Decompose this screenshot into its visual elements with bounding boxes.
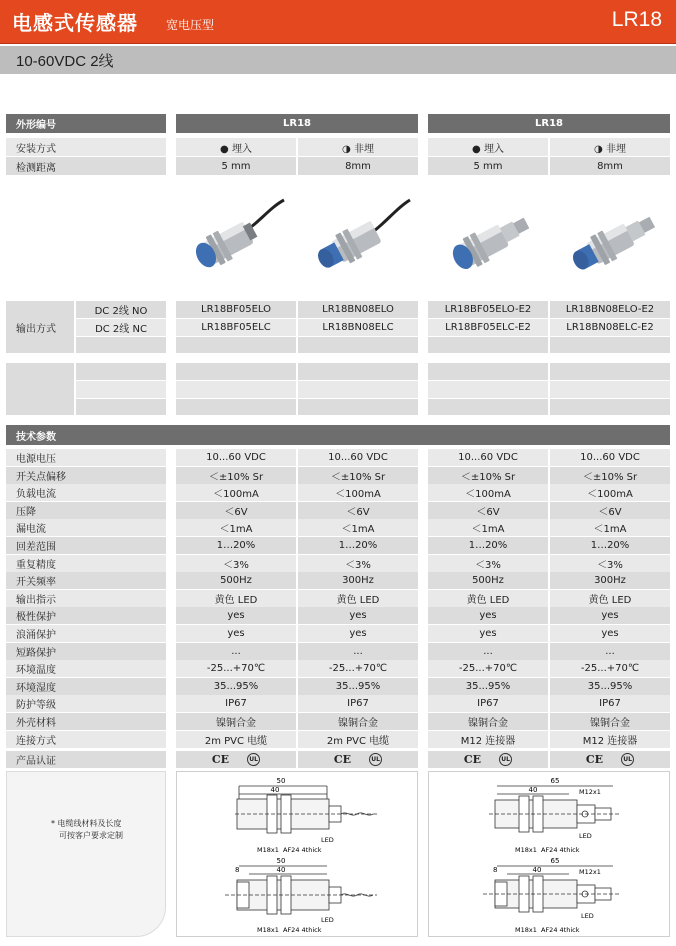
blank-cell (298, 399, 418, 415)
spec-value: ＜1mA (550, 519, 670, 536)
spec-value: ＜1mA (428, 519, 548, 536)
spec-value: 10...60 VDC (298, 449, 418, 466)
spec-value: ＜6V (176, 502, 296, 519)
output-label: 输出方式 (6, 301, 74, 353)
install-value: ● 埋入 (428, 138, 548, 156)
cert-value (176, 751, 296, 768)
spec-value: ＜6V (550, 502, 670, 519)
distance-value: 5 mm (428, 157, 548, 175)
blank-cell (176, 363, 296, 380)
nut-top: AF24 4thick (283, 846, 322, 854)
ul-mark-icon: UL (369, 753, 382, 766)
spec-value: M12 连接器 (428, 731, 548, 748)
ce-mark-icon: CE (463, 753, 482, 766)
model-nc: LR18BF05ELC (176, 319, 296, 336)
spec-value: 镍铜合金 (176, 713, 296, 730)
spec-value: yes (550, 607, 670, 624)
spec-value: 300Hz (298, 572, 418, 589)
model-blank (176, 337, 296, 353)
dim-body-bottom: 40 (276, 866, 286, 874)
group-b-title: LR18 (428, 114, 670, 133)
spec-value: 1…20% (428, 537, 548, 554)
spec-value: ＜±10% Sr (550, 467, 670, 484)
install-value: ● 埋入 (176, 138, 296, 156)
model-no: LR18BN08ELO-E2 (550, 301, 670, 318)
conn-top: M12x1 (579, 788, 601, 796)
spec-value: IP67 (176, 695, 296, 712)
cert-label: 产品认证 (6, 751, 166, 768)
nut-bottom: AF24 4thick (283, 926, 322, 934)
model-no: LR18BF05ELO-E2 (428, 301, 548, 318)
cert-value (298, 751, 418, 768)
page-subtitle: 宽电压型 (166, 18, 215, 32)
spec-value: yes (298, 625, 418, 642)
model-blank (428, 337, 548, 353)
spec-value: ＜3% (428, 555, 548, 572)
spec-value: ... (550, 643, 670, 660)
spec-value: yes (298, 607, 418, 624)
spec-label: 开关频率 (6, 572, 166, 589)
dim-body-top: 40 (528, 786, 538, 794)
led-top: LED (579, 832, 592, 840)
page-header (0, 0, 676, 44)
ce-mark-icon: CE (333, 753, 352, 766)
ce-mark-icon: CE (211, 753, 230, 766)
output-type-no: DC 2线 NO (76, 301, 166, 318)
ce-mark-icon: CE (585, 753, 604, 766)
sensor-m12-nonflush-image (564, 195, 664, 290)
spec-value: ＜3% (176, 555, 296, 572)
dim-total-bottom: 50 (276, 857, 286, 865)
spec-value: 镍铜合金 (298, 713, 418, 730)
spec-value: ＜100mA (298, 484, 418, 501)
specs-title: 技术参数 (6, 425, 670, 445)
spec-label: 回差范围 (6, 537, 166, 554)
spec-value: ＜6V (298, 502, 418, 519)
spec-value: -25...+70℃ (428, 660, 548, 677)
blank-cell (428, 381, 548, 398)
connector-dimension-drawing (429, 772, 669, 936)
spec-value: IP67 (428, 695, 548, 712)
led-bottom: LED (581, 912, 594, 920)
spec-label: 压降 (6, 502, 166, 519)
cable-drawing-box (176, 771, 418, 937)
thread-bottom: M18x1 (257, 926, 279, 934)
spec-value: ... (428, 643, 548, 660)
shape-label: 外形编号 (6, 114, 166, 133)
spec-value: yes (550, 625, 670, 642)
spec-value: 35...95% (550, 678, 670, 695)
spec-value: IP67 (550, 695, 670, 712)
cable-dimension-drawing (177, 772, 417, 936)
install-label: 安装方式 (6, 138, 166, 156)
spec-value: 35...95% (428, 678, 548, 695)
blank-cell (550, 363, 670, 380)
model-blank (298, 337, 418, 353)
model-no: LR18BF05ELO (176, 301, 296, 318)
blank-cell (298, 381, 418, 398)
spec-value: 1…20% (550, 537, 670, 554)
spec-value: 1…20% (298, 537, 418, 554)
model-title: LR18 (611, 8, 662, 31)
spec-label: 负载电流 (6, 484, 166, 501)
cert-value (550, 751, 670, 768)
thread-bottom: M18x1 (515, 926, 537, 934)
thread-top: M18x1 (257, 846, 279, 854)
blank-label (6, 363, 74, 415)
spec-value: 2m PVC 电缆 (176, 731, 296, 748)
distance-value: 8mm (298, 157, 418, 175)
dim-front-bottom: 8 (493, 866, 498, 874)
note-box (6, 771, 166, 937)
spec-value: M12 连接器 (550, 731, 670, 748)
connector-drawing-box (428, 771, 670, 937)
distance-value: 8mm (550, 157, 670, 175)
spec-value: 镍铜合金 (550, 713, 670, 730)
spec-value: 镍铜合金 (428, 713, 548, 730)
dim-body-bottom: 40 (532, 866, 542, 874)
spec-value: 1…20% (176, 537, 296, 554)
spec-value: 35...95% (298, 678, 418, 695)
spec-value: yes (176, 625, 296, 642)
page-title: 电感式传感器 (12, 11, 138, 35)
spec-value: ＜1mA (298, 519, 418, 536)
model-no: LR18BN08ELO (298, 301, 418, 318)
spec-value: 黄色 LED (428, 590, 548, 607)
spec-value: 黄色 LED (176, 590, 296, 607)
spec-label: 外壳材料 (6, 713, 166, 730)
blank-cell (298, 363, 418, 380)
spec-value: ＜±10% Sr (298, 467, 418, 484)
spec-value: 黄色 LED (550, 590, 670, 607)
spec-value: ＜±10% Sr (176, 467, 296, 484)
spec-value: ＜3% (550, 555, 670, 572)
blank-cell (176, 381, 296, 398)
spec-label: 防护等级 (6, 695, 166, 712)
install-value: ◑ 非埋 (550, 138, 670, 156)
nut-bottom: AF24 4thick (541, 926, 580, 934)
spec-value: 黄色 LED (298, 590, 418, 607)
blank-cell (428, 363, 548, 380)
blank-cell (428, 399, 548, 415)
spec-label: 电源电压 (6, 449, 166, 466)
model-nc: LR18BN08ELC (298, 319, 418, 336)
distance-label: 检测距离 (6, 157, 166, 175)
output-type-nc: DC 2线 NC (76, 319, 166, 336)
spec-value: ＜100mA (428, 484, 548, 501)
dim-front-bottom: 8 (235, 866, 240, 874)
spec-value: IP67 (298, 695, 418, 712)
spec-value: -25...+70℃ (550, 660, 670, 677)
dim-total-top: 65 (550, 777, 560, 785)
spec-value: 10...60 VDC (176, 449, 296, 466)
led-bottom: LED (321, 916, 334, 924)
note-line-2: 可按客户要求定制 (59, 831, 123, 840)
spec-label: 开关点偏移 (6, 467, 166, 484)
dim-total-top: 50 (276, 777, 286, 785)
spec-label: 环境温度 (6, 660, 166, 677)
blank-cell (76, 381, 166, 398)
spec-value: 35...95% (176, 678, 296, 695)
spec-value: ＜1mA (176, 519, 296, 536)
blank-cell (176, 399, 296, 415)
output-blank (76, 337, 166, 353)
blank-cell (550, 399, 670, 415)
blank-cell (76, 399, 166, 415)
spec-value: yes (428, 607, 548, 624)
spec-value: ＜±10% Sr (428, 467, 548, 484)
spec-label: 重复精度 (6, 555, 166, 572)
spec-value: 500Hz (428, 572, 548, 589)
ul-mark-icon: UL (621, 753, 634, 766)
thread-top: M18x1 (515, 846, 537, 854)
spec-value: -25...+70℃ (176, 660, 296, 677)
spec-value: -25...+70℃ (298, 660, 418, 677)
spec-label: 连接方式 (6, 731, 166, 748)
sensor-m12-flush-image (440, 195, 540, 290)
spec-value: yes (176, 607, 296, 624)
spec-value: 2m PVC 电缆 (298, 731, 418, 748)
spec-value: 10...60 VDC (428, 449, 548, 466)
model-blank (550, 337, 670, 353)
spec-label: 环境湿度 (6, 678, 166, 695)
spec-value: 500Hz (176, 572, 296, 589)
ul-mark-icon: UL (247, 753, 260, 766)
voltage-line: 10-60VDC 2线 (16, 53, 114, 70)
spec-value: yes (428, 625, 548, 642)
conn-bottom: M12x1 (579, 868, 601, 876)
spec-label: 短路保护 (6, 643, 166, 660)
spec-value: ... (298, 643, 418, 660)
led-top: LED (321, 836, 334, 844)
note-line-1: * 电缆线材料及长度 (51, 819, 122, 828)
spec-value: ... (176, 643, 296, 660)
model-nc: LR18BF05ELC-E2 (428, 319, 548, 336)
spec-label: 输出指示 (6, 590, 166, 607)
voltage-bar (0, 46, 676, 74)
model-nc: LR18BN08ELC-E2 (550, 319, 670, 336)
install-value: ◑ 非埋 (298, 138, 418, 156)
distance-value: 5 mm (176, 157, 296, 175)
ul-mark-icon: UL (499, 753, 512, 766)
dim-body-top: 40 (270, 786, 280, 794)
blank-cell (76, 363, 166, 380)
spec-value: ＜100mA (550, 484, 670, 501)
group-a-title: LR18 (176, 114, 418, 133)
spec-label: 极性保护 (6, 607, 166, 624)
blank-cell (550, 381, 670, 398)
spec-value: ＜100mA (176, 484, 296, 501)
dim-total-bottom: 65 (550, 857, 560, 865)
spec-value: 300Hz (550, 572, 670, 589)
cert-value (428, 751, 548, 768)
sensor-cable-nonflush-image (312, 195, 412, 290)
spec-value: 10...60 VDC (550, 449, 670, 466)
spec-label: 漏电流 (6, 519, 166, 536)
spec-value: ＜3% (298, 555, 418, 572)
spec-value: ＜6V (428, 502, 548, 519)
spec-label: 浪涌保护 (6, 625, 166, 642)
sensor-cable-flush-image (186, 195, 286, 290)
nut-top: AF24 4thick (541, 846, 580, 854)
